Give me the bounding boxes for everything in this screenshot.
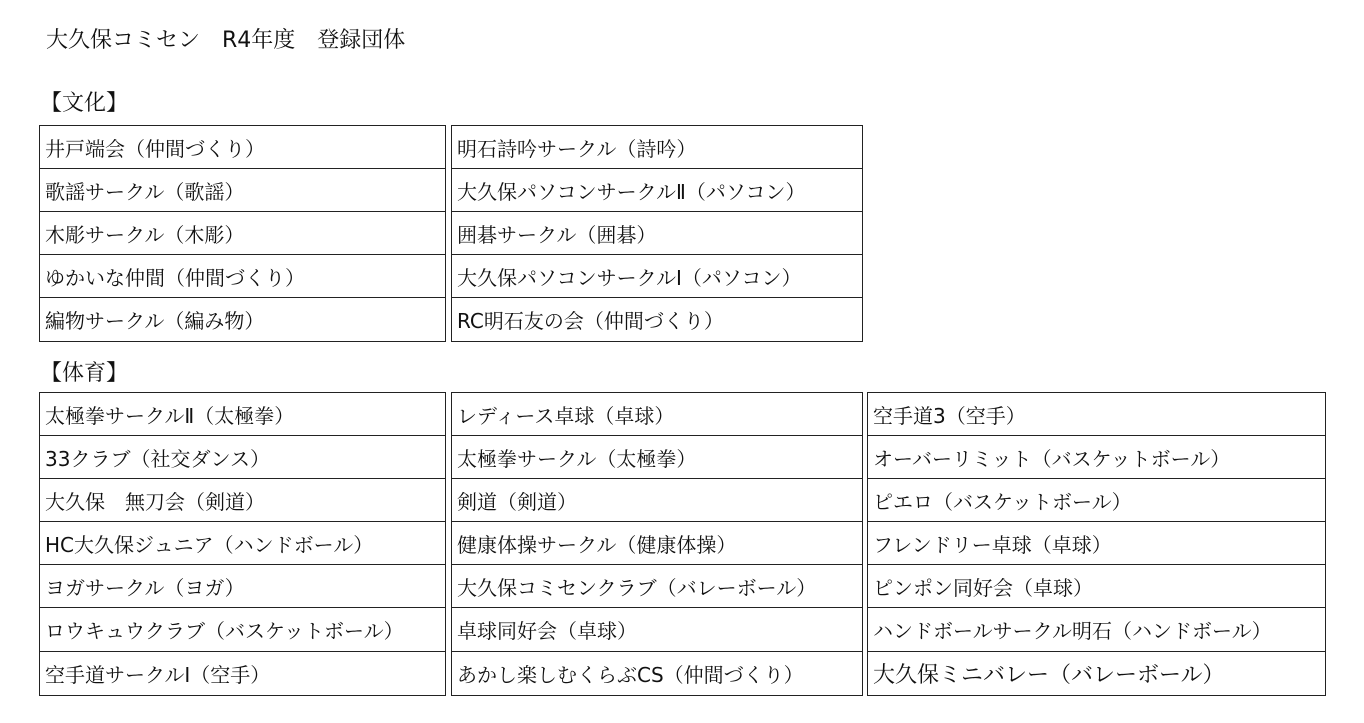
table-cell: 剣道（剣道） <box>452 479 862 522</box>
table-cell: 大久保ミニバレー（バレーボール） <box>873 662 1225 688</box>
table-cell: ピエロ（バスケットボール） <box>868 479 1325 522</box>
table-cell: ゆかいな仲間（仲間づくり） <box>40 255 445 298</box>
table-cell: 井戸端会（仲間づくり） <box>40 126 445 169</box>
table-cell: 太極拳サークル（太極拳） <box>452 436 862 479</box>
table-cell: RC明石友の会（仲間づくり） <box>457 309 724 333</box>
table-cell: 大久保コミセンクラブ（バレーボール） <box>452 565 862 608</box>
culture-table-column-1 <box>39 125 446 342</box>
sports-section-heading: 【体育】 <box>40 361 129 386</box>
table-cell: 健康体操サークル（健康体操） <box>452 522 862 565</box>
table-cell: 太極拳サークルⅡ（太極拳） <box>40 393 445 436</box>
table-cell: 空手道3（空手） <box>868 393 1325 436</box>
sports-table-column-3 <box>867 392 1326 696</box>
table-cell: ロウキュウクラブ（バスケットボール） <box>40 608 445 651</box>
table-cell: フレンドリー卓球（卓球） <box>868 522 1325 565</box>
table-cell: 囲碁サークル（囲碁） <box>452 212 862 255</box>
table-cell: ヨガサークル（ヨガ） <box>40 565 445 608</box>
table-cell: 33クラブ（社交ダンス） <box>40 436 445 479</box>
table-cell: 歌謡サークル（歌謡） <box>40 169 445 212</box>
table-cell: HC大久保ジュニア（ハンドボール） <box>40 522 445 565</box>
sports-table-column-2 <box>451 392 863 696</box>
culture-section-heading: 【文化】 <box>40 91 129 116</box>
table-cell: 大久保パソコンサークルⅡ（パソコン） <box>452 169 862 212</box>
table-cell: 大久保パソコンサークルⅠ（パソコン） <box>452 255 862 298</box>
sports-table-column-1 <box>39 392 446 696</box>
table-cell: 空手道サークルⅠ（空手） <box>45 662 271 687</box>
table-cell: 大久保 無刀会（剣道） <box>40 479 445 522</box>
table-cell: ハンドボールサークル明石（ハンドボール） <box>868 608 1325 651</box>
table-cell: 卓球同好会（卓球） <box>452 608 862 651</box>
table-cell: 編物サークル（編み物） <box>45 309 265 333</box>
table-cell: あかし楽しむくらぶCS（仲間づくり） <box>457 662 804 687</box>
culture-table-column-2 <box>451 125 863 342</box>
table-cell: 木彫サークル（木彫） <box>40 212 445 255</box>
table-cell: 明石詩吟サークル（詩吟） <box>452 126 862 169</box>
page-title: 大久保コミセン R4年度 登録団体 <box>46 28 406 53</box>
table-cell: ピンポン同好会（卓球） <box>868 565 1325 608</box>
table-cell: オーバーリミット（バスケットボール） <box>868 436 1325 479</box>
table-cell: レディース卓球（卓球） <box>452 393 862 436</box>
